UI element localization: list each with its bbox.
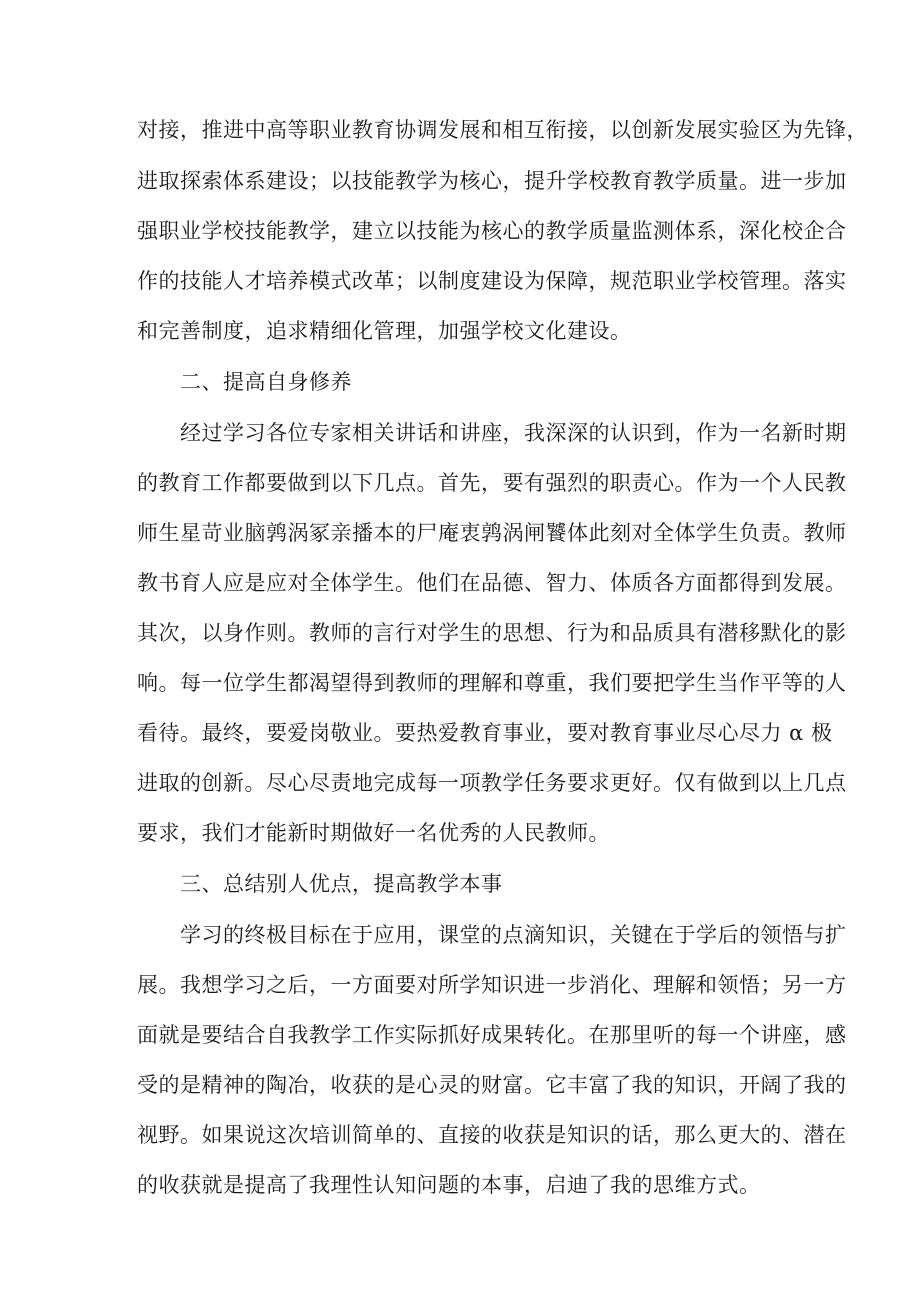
paragraph-line: 强职业学校技能教学，建立以技能为核心的教学质量监测体系，深化校企合: [137, 219, 847, 243]
paragraph-line: 进取的创新。尽心尽责地完成每一项教学任务要求更好。仅有做到以上几点: [137, 771, 847, 795]
paragraph-line: 对接，推进中高等职业教育协调发展和相互衔接，以创新发展实验区为先锋，: [137, 118, 868, 142]
paragraph-line: 经过学习各位专家相关讲话和讲座，我深深的认识到，作为一名新时期: [180, 421, 847, 445]
paragraph-line: 的收获就是提高了我理性认知问题的本事，启迪了我的思维方式。: [137, 1173, 761, 1197]
section-heading: 二、提高自身修养: [180, 370, 352, 394]
paragraph-line: 受的是精神的陶冶，收获的是心灵的财富。它丰富了我的知识，开阔了我的: [137, 1073, 847, 1097]
paragraph-line: 响。每一位学生都渴望得到教师的理解和尊重，我们要把学生当作平等的人: [137, 671, 847, 695]
paragraph-line: 的教育工作都要做到以下几点。首先，要有强烈的职责心。作为一个人民教: [137, 471, 847, 495]
paragraph-line: 展。我想学习之后，一方面要对所学知识进一步消化、理解和领悟；另一方: [137, 973, 847, 997]
paragraph-line: 视野。如果说这次培训简单的、直接的收获是知识的话，那么更大的、潜在: [137, 1123, 847, 1147]
paragraph-line: 作的技能人才培养模式改革；以制度建设为保障，规范职业学校管理。落实: [137, 269, 847, 293]
paragraph-line: 学习的终极目标在于应用，课堂的点滴知识，关键在于学后的领悟与扩: [180, 923, 847, 947]
paragraph-line: 进取探索体系建设；以技能教学为核心，提升学校教育教学质量。进一步加: [137, 169, 847, 193]
paragraph-line: 师生星苛业脑鹑涡冢亲播本的尸庵衷鹑涡闸饕体此刻对全体学生负责。教师: [137, 521, 847, 545]
paragraph-line: 看待。最终，要爱岗敬业。要热爱教育事业，要对教育事业尽心尽力 α 极: [137, 721, 833, 745]
paragraph-line: 和完善制度，追求精细化管理，加强学校文化建设。: [137, 319, 632, 343]
paragraph-line: 要求，我们才能新时期做好一名优秀的人民教师。: [137, 821, 610, 845]
paragraph-line: 教书育人应是应对全体学生。他们在品德、智力、体质各方面都得到发展。: [137, 571, 847, 595]
section-heading: 三、总结别人优点，提高教学本事: [180, 872, 503, 896]
paragraph-line: 其次，以身作则。教师的言行对学生的思想、行为和品质具有潜移默化的影: [137, 621, 847, 645]
paragraph-line: 面就是要结合自我教学工作实际抓好成果转化。在那里听的每一个讲座，感: [137, 1023, 847, 1047]
